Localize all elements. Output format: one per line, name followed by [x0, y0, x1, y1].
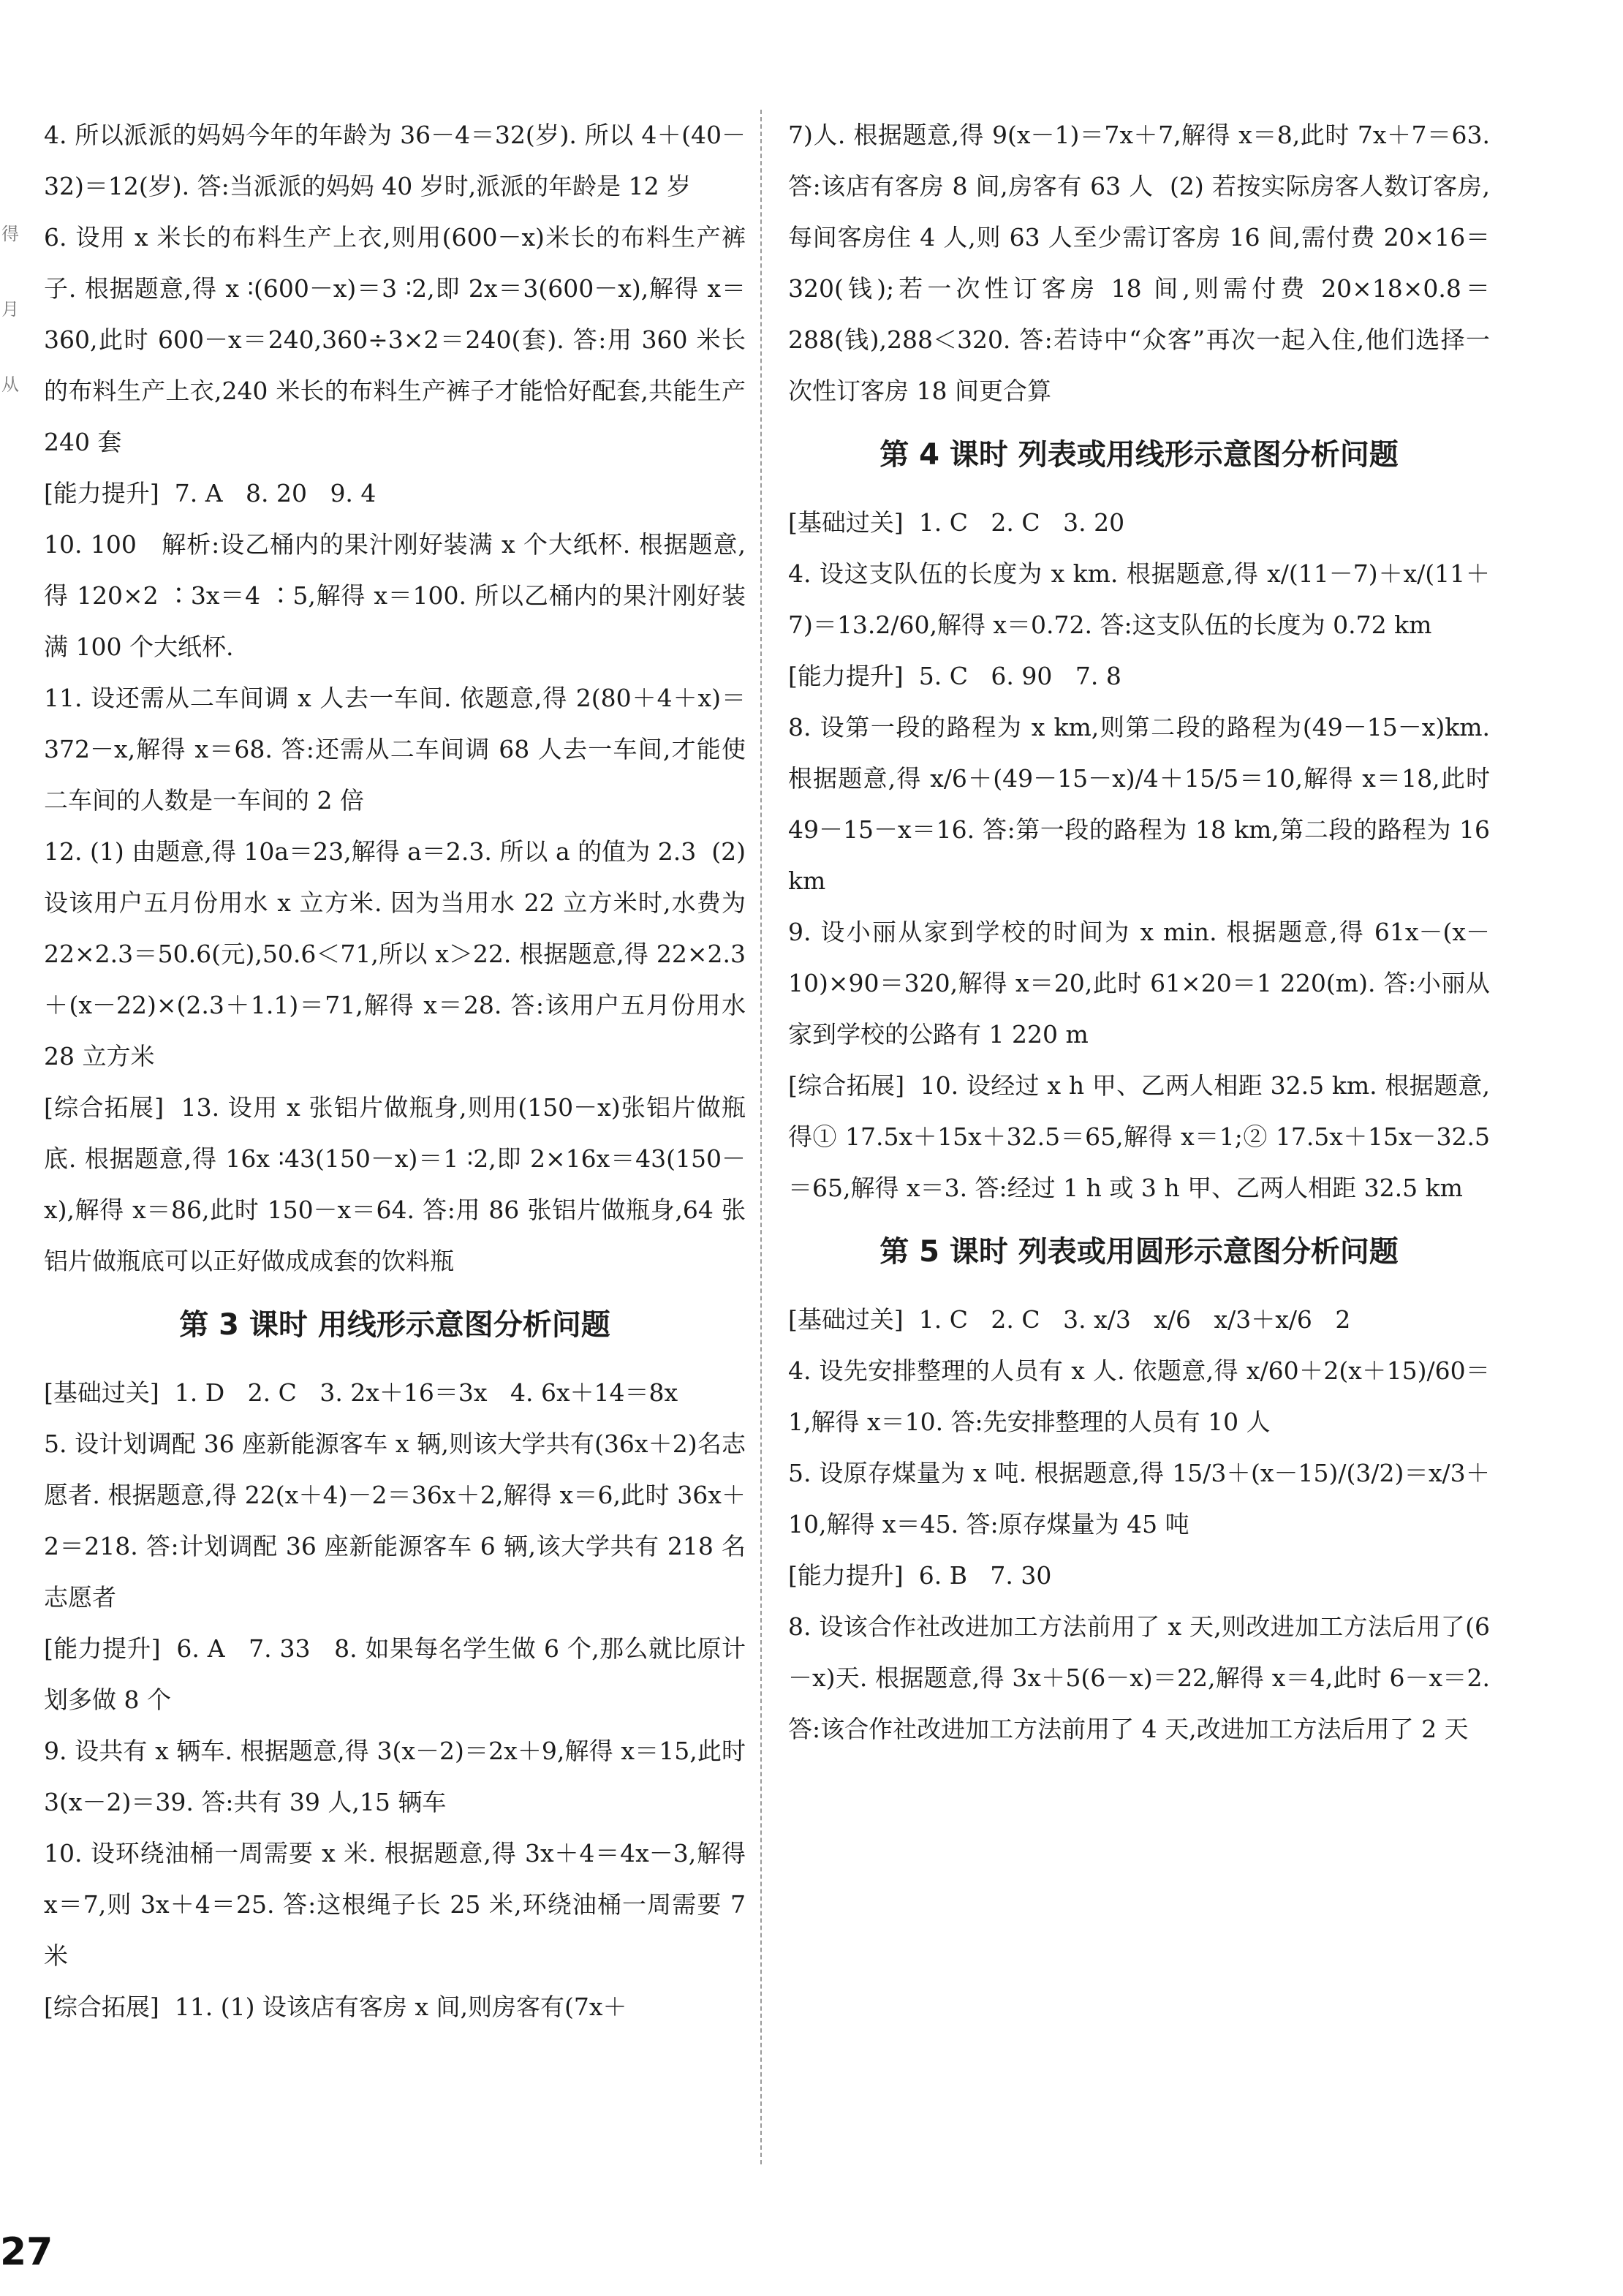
answer-paragraph: 7)人. 根据题意,得 9(x－1)＝7x＋7,解得 x＝8,此时 7x＋7＝63. 答:该店有客房 8 间,房客有 63 人 (2) 若按实际房客人数订客房,每间客房住 4 人,则 63 人至少需订客房 16 间,需付费 20×16＝320(钱);若一次性订客房 18 间,则需付费 20×18×0.8＝288(钱),288＜320. 答:若诗中“众客”再次一起入住,他们选择一次性订客房 18 间更合算 — [788, 121, 1498, 405]
answer-paragraph: 4. 设先安排整理的人员有 x 人. 依题意,得 x/60＋2(x＋15)/60＝1,解得 x＝10. 答:先安排整理的人员有 10 人 — [788, 1356, 1490, 1436]
column-divider — [760, 110, 763, 2164]
answer-paragraph: 9. 设共有 x 辆车. 根据题意,得 3(x－2)＝2x＋9,解得 x＝15,此时 3(x－2)＝39. 答:共有 39 人,15 辆车 — [44, 1737, 754, 1816]
section-heading: 第 4 课时 列表或用线形示意图分析问题 — [879, 438, 1399, 472]
answer-paragraph: 5. 设原存煤量为 x 吨. 根据题意,得 15/3＋(x－15)/(3/2)＝x/3＋10,解得 x＝45. 答:原存煤量为 45 吨 — [788, 1459, 1490, 1538]
section-heading: 第 5 课时 列表或用圆形示意图分析问题 — [879, 1235, 1399, 1269]
answer-paragraph: 6. 设用 x 米长的布料生产上衣,则用(600－x)米长的布料生产裤子. 根据题意,得 x ∶(600－x)＝3 ∶2,即 2x＝3(600－x),解得 x＝360,此时 600－x＝240,360÷3×2＝240(套). 答:用 360 米长的布料生产上衣,240 米长的布料生产裤子才能恰好配套,共能生产 240 套 — [44, 223, 754, 456]
answer-paragraph: 12. (1) 由题意,得 10a＝23,解得 a＝2.3. 所以 a 的值为 2.3 (2) 设该用户五月份用水 x 立方米. 因为当用水 22 立方米时,水费为 22×2.3＝50.6(元),50.6＜71,所以 x＞22. 根据题意,得 22×2.3＋(x－22)×(2.3＋1.1)＝71,解得 x＝28. 答:该用户五月份用水 28 立方米 — [44, 837, 754, 1070]
answer-paragraph: 4. 设这支队伍的长度为 x km. 根据题意,得 x/(11－7)＋x/(11＋7)＝13.2/60,解得 x＝0.72. 答:这支队伍的长度为 0.72 km — [788, 559, 1490, 639]
answer-paragraph: 4. 所以派派的妈妈今年的年龄为 36－4＝32(岁). 所以 4＋(40－32)＝12(岁). 答:当派派的妈妈 40 岁时,派派的年龄是 12 岁 — [44, 121, 746, 200]
margin-marks — [1, 219, 19, 445]
margin-mark: 月 — [1, 299, 19, 320]
answer-paragraph: [能力提升] 5. C 6. 90 7. 8 — [788, 662, 1121, 690]
right-column — [788, 110, 1498, 1755]
page-number: 27 — [0, 2230, 53, 2274]
margin-mark: 从 — [1, 374, 19, 395]
answer-paragraph: 10. 100 解析:设乙桶内的果汁刚好装满 x 个大纸杯. 根据题意,得 120×2 ∶3x＝4 ∶5,解得 x＝100. 所以乙桶内的果汁刚好装满 100 个大纸杯. — [44, 530, 746, 661]
answer-paragraph: [综合拓展] 10. 设经过 x h 甲、乙两人相距 32.5 km. 根据题意,得① 17.5x＋15x＋32.5＝65,解得 x＝1;② 17.5x＋15x－32.5＝65,解得 x＝3. 答:经过 1 h 或 3 h 甲、乙两人相距 32.5 km — [788, 1071, 1490, 1202]
answer-paragraph: 9. 设小丽从家到学校的时间为 x min. 根据题意,得 61x－(x－10)×90＝320,解得 x＝20,此时 61×20＝1 220(m). 答:小丽从家到学校的公路有 1 220 m — [788, 918, 1490, 1049]
answer-paragraph: 8. 设第一段的路程为 x km,则第二段的路程为(49－15－x)km. 根据题意,得 x/6＋(49－15－x)/4＋15/5＝10,解得 x＝18,此时 49－15－x＝16. 答:第一段的路程为 18 km,第二段的路程为 16 km — [788, 713, 1498, 895]
answer-paragraph: [基础过关] 1. D 2. C 3. 2x＋16＝3x 4. 6x＋14＝8x — [44, 1378, 678, 1407]
answer-paragraph: [能力提升] 7. A 8. 20 9. 4 — [44, 479, 377, 507]
answer-paragraph: 5. 设计划调配 36 座新能源客车 x 辆,则该大学共有(36x＋2)名志愿者. 根据题意,得 22(x＋4)－2＝36x＋2,解得 x＝6,此时 36x＋2＝218. 答:计划调配 36 座新能源客车 6 辆,该大学共有 218 名志愿者 — [44, 1430, 746, 1612]
answer-paragraph: [能力提升] 6. B 7. 30 — [788, 1561, 1052, 1590]
answer-paragraph: [基础过关] 1. C 2. C 3. x/3 x/6 x/3＋x/6 2 — [788, 1305, 1351, 1334]
left-column — [44, 110, 754, 2033]
answer-paragraph: 11. 设还需从二车间调 x 人去一车间. 依题意,得 2(80＋4＋x)＝372－x,解得 x＝68. 答:还需从二车间调 68 人去一车间,才能使二车间的人数是一车间的 2 倍 — [44, 684, 746, 815]
answer-paragraph: 10. 设环绕油桶一周需要 x 米. 根据题意,得 3x＋4＝4x－3,解得 x＝7,则 3x＋4＝25. 答:这根绳子长 25 米,环绕油桶一周需要 7 米 — [44, 1839, 754, 1970]
answer-paragraph: [基础过关] 1. C 2. C 3. 20 — [788, 508, 1125, 537]
answer-paragraph: [综合拓展] 11. (1) 设该店有客房 x 间,则房客有(7x＋ — [44, 1993, 627, 2021]
answer-paragraph: [综合拓展] 13. 设用 x 张铝片做瓶身,则用(150－x)张铝片做瓶底. 根据题意,得 16x ∶43(150－x)＝1 ∶2,即 2×16x＝43(150－x),解得 x＝86,此时 150－x＝64. 答:用 86 张铝片做瓶身,64 张铝片做瓶底可以正好做成成套的饮料瓶 — [44, 1093, 746, 1275]
answer-paragraph: 8. 设该合作社改进加工方法前用了 x 天,则改进加工方法后用了(6－x)天. 根据题意,得 3x＋5(6－x)＝22,解得 x＝4,此时 6－x＝2. 答:该合作社改进加工方法前用了 4 天,改进加工方法后用了 2 天 — [788, 1612, 1498, 1743]
margin-mark: 得 — [1, 224, 19, 244]
section-heading: 第 3 课时 用线形示意图分析问题 — [179, 1308, 610, 1342]
answer-paragraph: [能力提升] 6. A 7. 33 8. 如果每名学生做 6 个,那么就比原计划多做 8 个 — [44, 1634, 746, 1714]
